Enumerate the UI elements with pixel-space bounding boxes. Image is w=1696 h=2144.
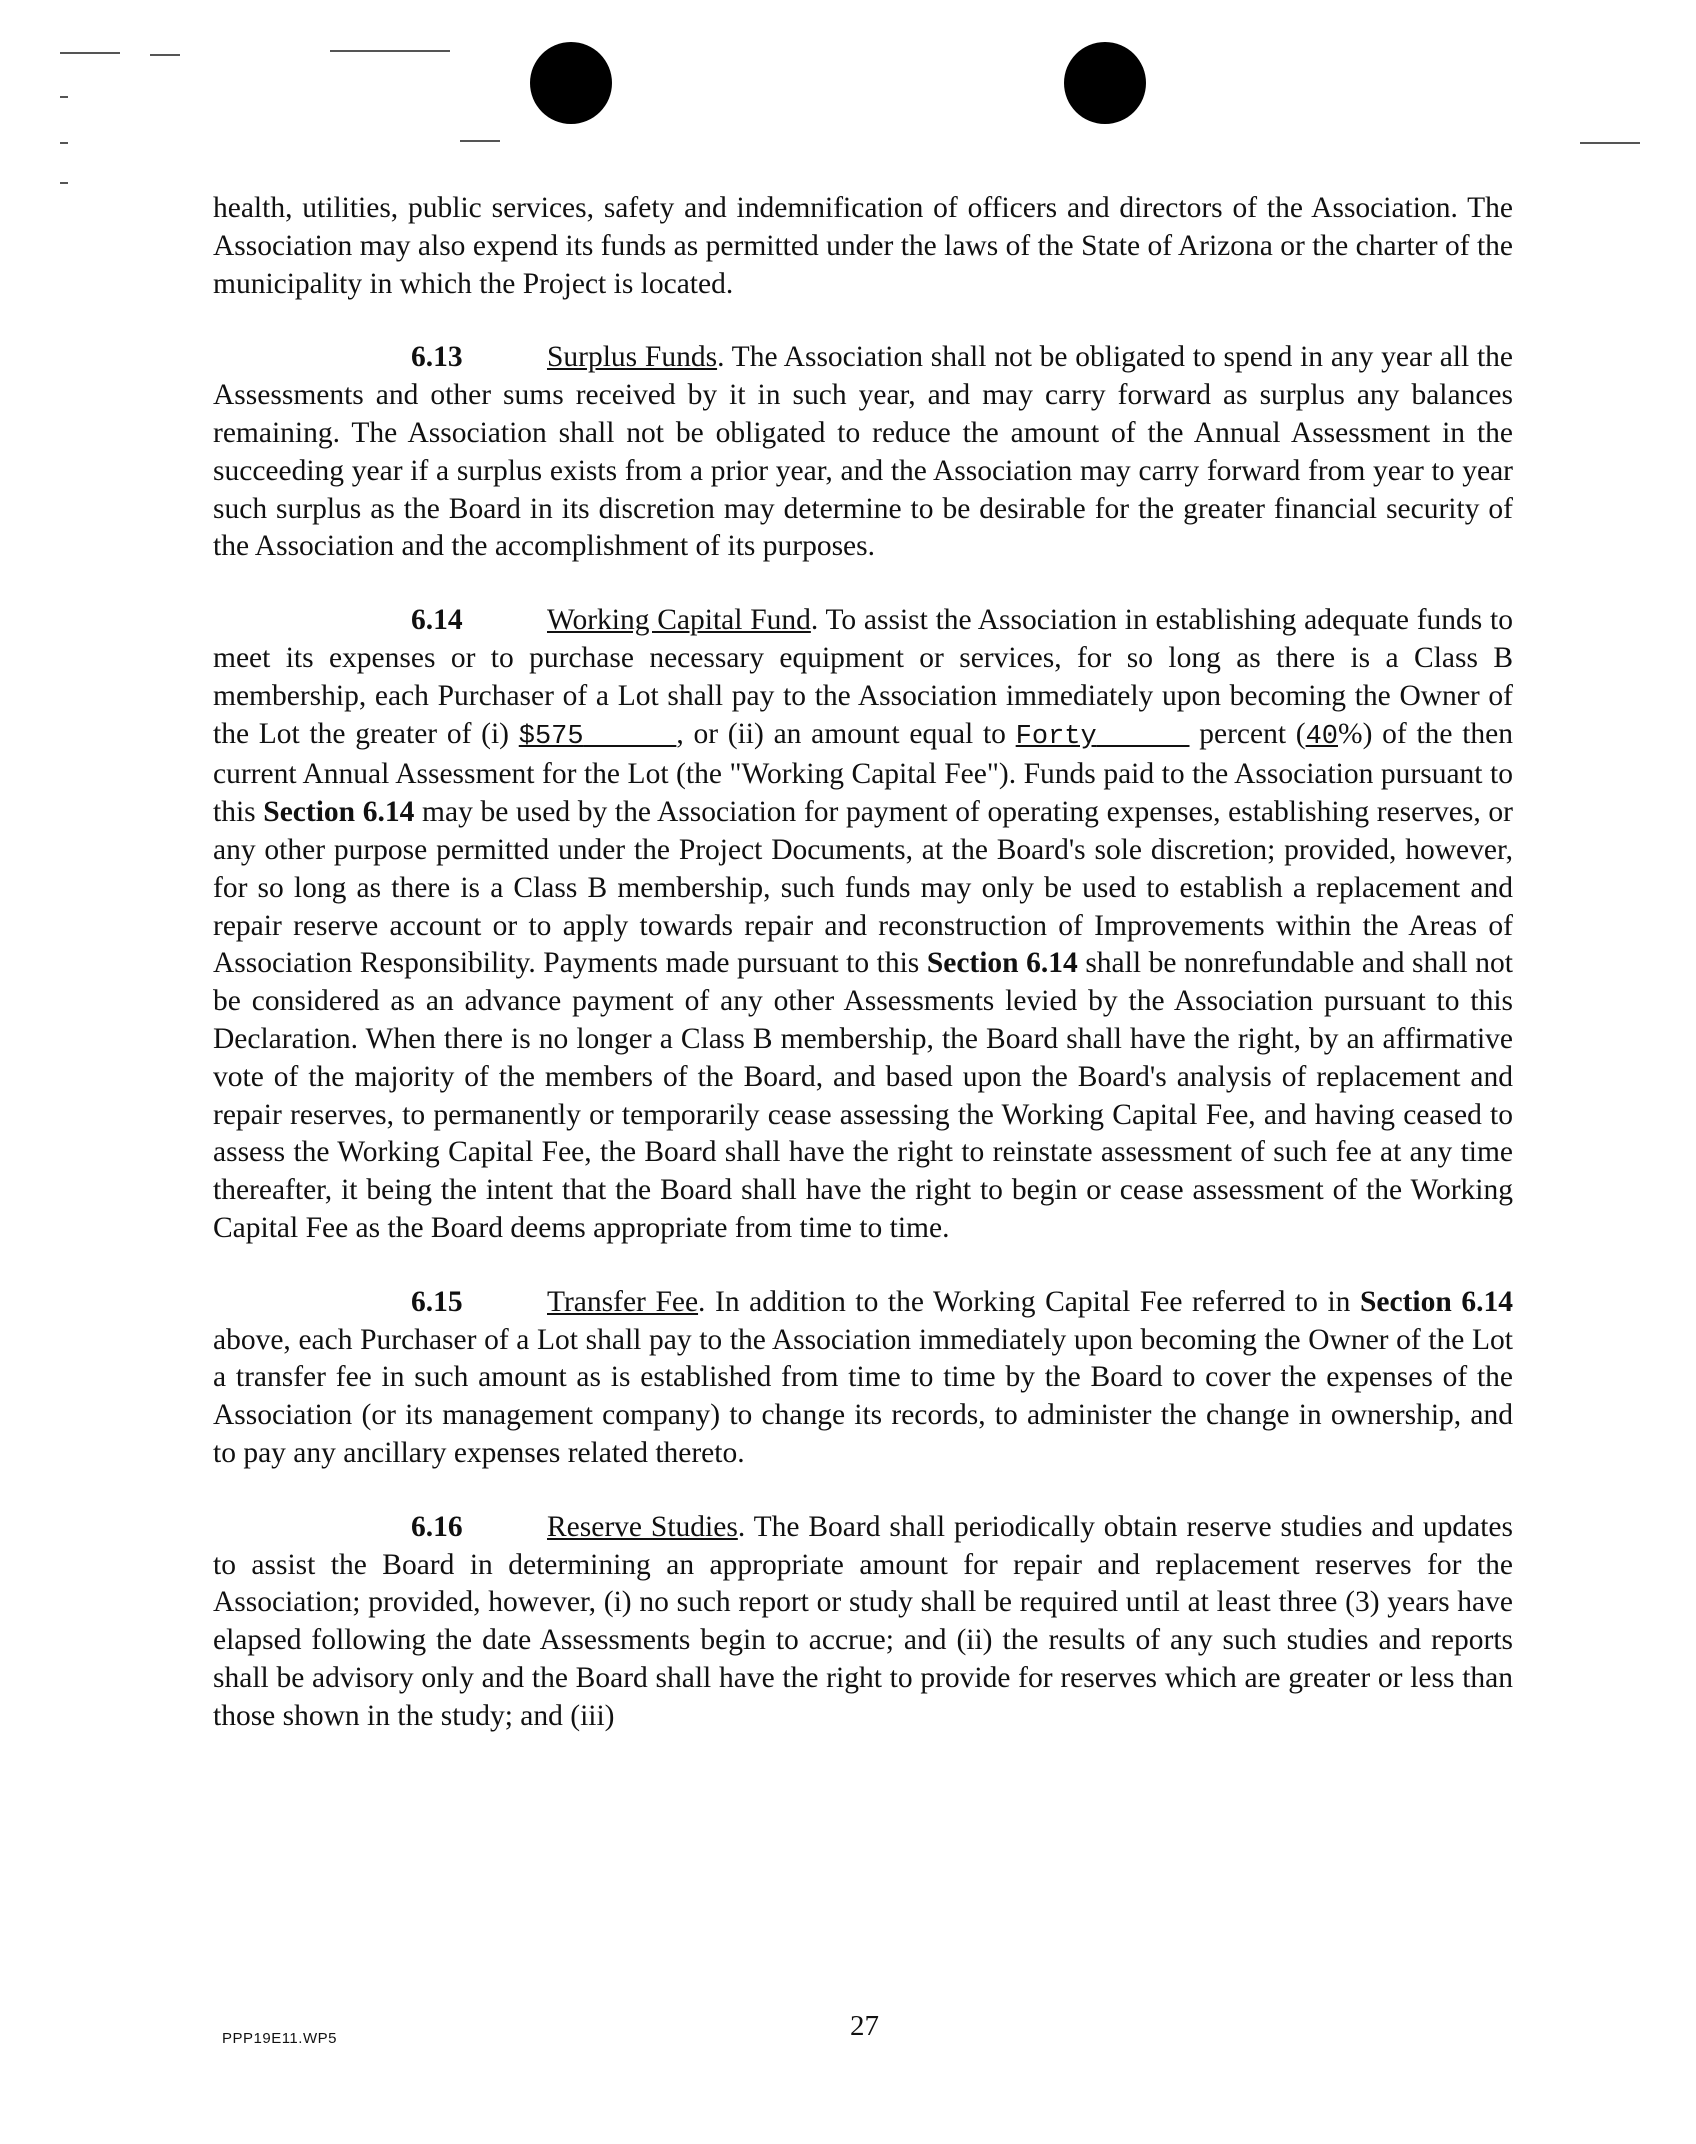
- fill-in-amount: $575: [518, 721, 584, 752]
- scan-artifact: [460, 140, 500, 142]
- section-text: percent (: [1189, 717, 1306, 750]
- section-body: . The Board shall periodically obtain reserve studies and updates to assist the Board in determining an appropriate amount for repair and replacement reserves for the Association; provided, however, (i) no such report or study shall be required until at least three (3) years have elapsed following the date Assessments begin to accrue; and (ii) the results of any such studies and reports shall be advisory only and the Board shall have the right to provide for reserves which are greater or less than those shown in the study; and (iii): [213, 1510, 1514, 1732]
- scan-artifact: [60, 96, 68, 98]
- document-body: [213, 190, 1513, 1735]
- punch-hole-left: [530, 42, 612, 124]
- fill-in-amount-trail: [584, 722, 677, 752]
- section-text: %) of the then current Annual Assessment for the Lot (the "Working Capital Fee"). Funds paid to the Association pursuant to this: [213, 717, 1514, 829]
- page-number: 27: [850, 2010, 879, 2042]
- section-title: Working Capital Fund: [547, 604, 811, 637]
- fill-in-percent-number: 40: [1305, 721, 1338, 752]
- section-reference: Section 6.14: [263, 796, 415, 829]
- scan-artifact: [60, 182, 68, 184]
- section-reference: Section 6.14: [1360, 1285, 1513, 1318]
- section-6-16: [213, 1509, 1513, 1736]
- scan-artifact: [60, 52, 120, 54]
- section-number: 6.15: [411, 1285, 463, 1318]
- section-title: Reserve Studies: [547, 1510, 738, 1543]
- punch-hole-right: [1064, 42, 1146, 124]
- scan-artifact: [330, 50, 450, 52]
- scan-artifact: [150, 54, 180, 56]
- section-title: Surplus Funds: [547, 341, 718, 374]
- section-text: above, each Purchaser of a Lot shall pay to the Association immediately upon becoming the Owner of the Lot a transfer fee in such amount as is established from time to time by the Board to cover the expenses of the Association (or its management company) to change its records, to administer the change in ownership, and to pay any ancillary expenses related thereto.: [213, 1323, 1513, 1469]
- section-text: . In addition to the Working Capital Fee referred to in: [698, 1285, 1361, 1318]
- section-text: shall be nonrefundable and shall not be considered as an advance payment of any other Assessments levied by the Association pursuant to this Declaration. When there is no longer a Class B membership, the Board shall have the right, by an affirmative vote of the majority of the members of the Board, and based upon the Board's analysis of replacement and repair reserves, to permanently or temporarily cease assessing the Working Capital Fee, and having ceased to assess the Working Capital Fee, the Board shall have the right to reinstate assessment of such fee at any time thereafter, it being the intent that the Board shall have the right to begin or cease assessment of the Working Capital Fee as the Board deems appropriate from time to time.: [213, 947, 1513, 1244]
- section-title: Transfer Fee: [547, 1285, 699, 1318]
- section-body: . The Association shall not be obligated to spend in any year all the Assessments and other sums received by it in such year, and may carry forward as surplus any balances remaining. The Association shall not be obligated to reduce the amount of the Annual Assessment in the succeeding year if a surplus exists from a prior year, and the Association may carry forward from year to year such surplus as the Board in its discretion may determine to be desirable for the greater financial security of the Association and the accomplishment of its purposes.: [213, 341, 1513, 563]
- section-text: may be used by the Association for payment of operating expenses, establishing reserves, or any other purpose permitted under the Project Documents, at the Board's sole discretion; provided, however, for so long as there is a Class B membership, such funds may only be used to establish a replacement and repair reserve account or to apply towards repair and reconstruction of Improvements within the Areas of Association Responsibility. Payments made pursuant to this: [213, 796, 1513, 980]
- scan-artifact: [60, 142, 68, 144]
- section-6-13: [213, 339, 1513, 566]
- section-reference: Section 6.14: [926, 947, 1078, 980]
- section-6-14: [213, 602, 1513, 1248]
- section-6-15: [213, 1284, 1513, 1473]
- file-code: PPP19E11.WP5: [222, 2030, 337, 2047]
- opening-paragraph: health, utilities, public services, safety and indemnification of officers and directors of the Association. The Association may also expend its funds as permitted under the laws of the State of Arizona or the charter of the municipality in which the Project is located.: [213, 192, 1513, 300]
- fill-in-percent-word: Forty: [1015, 721, 1097, 752]
- fill-in-percent-word-trail: [1097, 722, 1190, 752]
- section-number: 6.14: [411, 604, 463, 637]
- section-number: 6.16: [411, 1510, 463, 1543]
- scan-artifact: [1580, 142, 1640, 144]
- section-number: 6.13: [411, 341, 463, 374]
- section-text: . To assist the Association in establishing adequate funds to meet its expenses or to purchase necessary equipment or services, for so long as there is a Class B membership, each Purchaser of a Lot shall pay to the Association immediately upon becoming the Owner of the Lot the greater of (i): [213, 604, 1513, 750]
- section-text: , or (ii) an amount equal to: [676, 717, 1016, 750]
